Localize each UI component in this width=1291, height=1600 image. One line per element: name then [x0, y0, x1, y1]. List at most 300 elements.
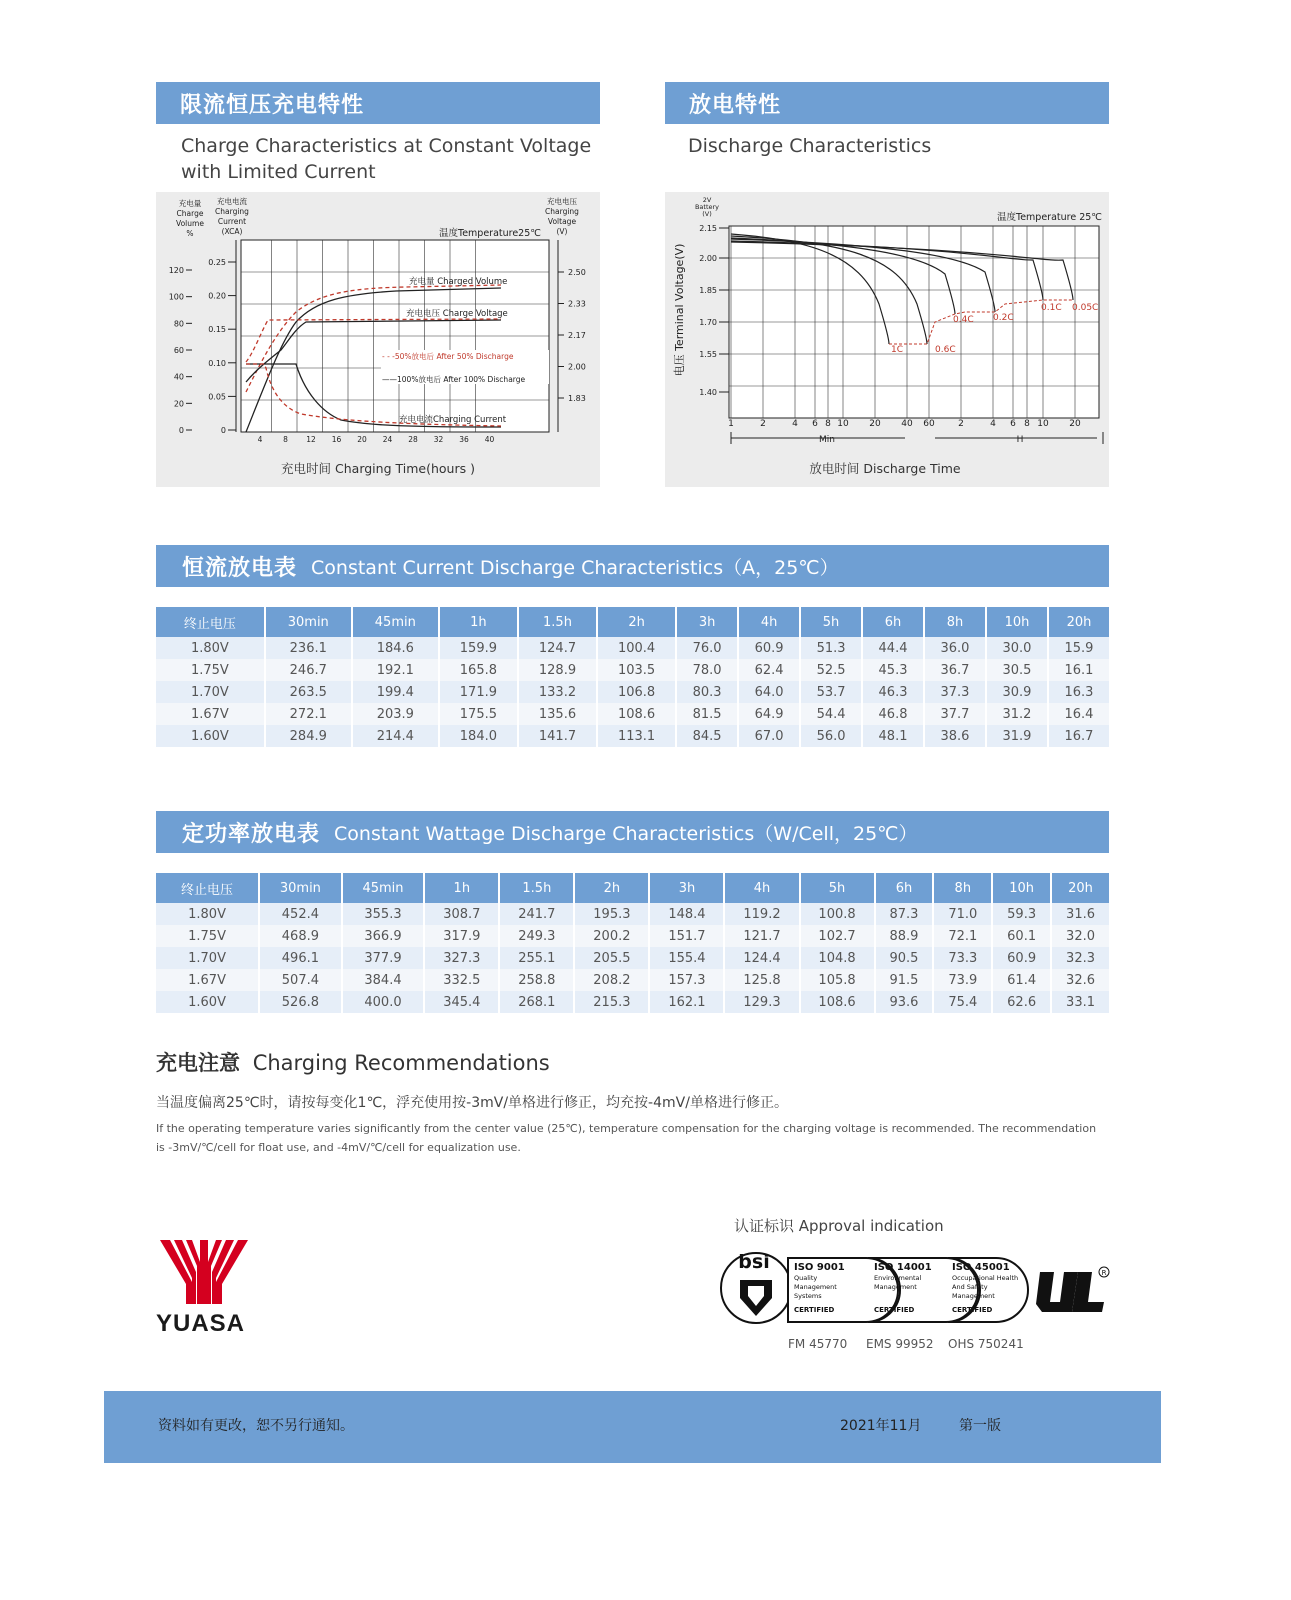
table-cell: 30.0: [987, 637, 1047, 659]
discharge-x-tick-label: 40: [901, 419, 913, 429]
table-cell: 93.6: [876, 991, 933, 1013]
charge-section-header: [156, 82, 600, 124]
table-cell: 51.3: [801, 637, 861, 659]
footer-edition: 第一版: [959, 1418, 1001, 1434]
table-cell: 32.3: [1052, 947, 1109, 969]
axis-label-line: (V): [556, 227, 568, 236]
table-cell: 52.5: [801, 659, 861, 681]
table-cell: 175.5: [440, 703, 517, 725]
table-cell: 60.9: [739, 637, 799, 659]
discharge-x-tick-label: 1: [728, 419, 734, 429]
table-cell: 184.0: [440, 725, 517, 747]
discharge-curve-label: 1C: [891, 345, 904, 355]
discharge-section-header: [665, 82, 1109, 124]
cert-status: CERTIFIED: [874, 1306, 915, 1314]
table-header-cell: 4h: [739, 607, 799, 637]
current-tick-label: 0.15: [208, 325, 226, 335]
table-cell: 1.80V: [156, 903, 258, 925]
table-cell: 205.5: [575, 947, 648, 969]
table-cell: 67.0: [739, 725, 799, 747]
table-header-cell: 5h: [801, 873, 874, 903]
table-header-cell: 1.5h: [500, 873, 573, 903]
table-cell: 61.4: [993, 969, 1050, 991]
cc-table: [154, 607, 1111, 747]
table-header-cell: 30min: [266, 607, 351, 637]
table-cell: 1.60V: [156, 725, 264, 747]
cw-title-cn: 定功率放电表: [182, 821, 321, 847]
discharge-y-ticks: [699, 224, 729, 397]
table-cell: 128.9: [519, 659, 596, 681]
cert-line: Management: [874, 1283, 917, 1291]
cc-table-header: [156, 545, 1109, 587]
table-header-cell: 1h: [440, 607, 517, 637]
label-charge-voltage: 充电电压 Charge Voltage: [406, 309, 508, 319]
table-cell: 16.7: [1049, 725, 1109, 747]
table-cell: 159.9: [440, 637, 517, 659]
discharge-title-cn: 放电特性: [689, 92, 782, 118]
discharge-x-tick-label: 2: [760, 419, 766, 429]
table-header-cell: 10h: [987, 607, 1047, 637]
table-header-cell: 4h: [725, 873, 798, 903]
table-header-cell: 3h: [677, 607, 737, 637]
discharge-y-tick-label: 2.00: [699, 254, 717, 263]
volume-ticks: [169, 266, 192, 435]
cert-status: CERTIFIED: [794, 1306, 835, 1314]
table-cell: 31.2: [987, 703, 1047, 725]
table-cell: 60.1: [993, 925, 1050, 947]
table-cell: 88.9: [876, 925, 933, 947]
charge-x-tick-label: 20: [357, 435, 367, 444]
table-cell: 1.75V: [156, 925, 258, 947]
table-header-cell: 1.5h: [519, 607, 596, 637]
cert-code: OHS 750241: [948, 1337, 1024, 1351]
axis-label-line: Charge: [176, 209, 204, 218]
axis-label-line: Voltage: [547, 217, 577, 226]
cw-title-en: Constant Wattage Discharge Characteristics（W/Cell，25℃）: [334, 822, 918, 845]
table-cell: 384.4: [343, 969, 424, 991]
approval-title: 认证标识 Approval indication: [734, 1217, 944, 1235]
ul-logo-icon: [1034, 1264, 1112, 1316]
y-unit-line: 2V: [702, 196, 712, 204]
axis-label-line: 充电电压: [547, 197, 577, 206]
table-cell: 452.4: [260, 903, 341, 925]
table-cell: 200.2: [575, 925, 648, 947]
discharge-y-tick-label: 2.15: [699, 224, 717, 233]
bsi-certification-badge: [718, 1250, 1030, 1326]
charge-x-tick-label: 36: [459, 435, 469, 444]
charge-x-tick-label: 32: [433, 435, 444, 444]
discharge-x-tick-label: 4: [990, 419, 996, 429]
table-cell: 148.4: [650, 903, 723, 925]
table-cell: 100.4: [598, 637, 675, 659]
discharge-x-tick-label: 20: [869, 419, 881, 429]
axis-label-line: Current: [217, 217, 247, 226]
table-cell: 48.1: [863, 725, 923, 747]
axis-label-line: (XCA): [221, 227, 243, 236]
discharge-x-tick-label: 10: [837, 419, 849, 429]
yuasa-emblem-icon: [156, 1238, 252, 1306]
axis-label-line: Volume: [176, 219, 204, 228]
table-header-cell: 8h: [934, 873, 991, 903]
ul-mark: [1034, 1264, 1112, 1316]
table-cell: 184.6: [353, 637, 438, 659]
discharge-x-tick-label: 6: [812, 419, 818, 429]
table-cell: 62.4: [739, 659, 799, 681]
table-cell: 1.80V: [156, 637, 264, 659]
recommendations-title-en: Charging Recommendations: [252, 1051, 550, 1075]
table-cell: 64.9: [739, 703, 799, 725]
cc-title-en: Constant Current Discharge Characteristics（A，25℃）: [311, 556, 839, 579]
cert-codes: [760, 1337, 1050, 1357]
table-cell: 121.7: [725, 925, 798, 947]
discharge-chart: [665, 192, 1109, 487]
charge-temperature: 温度Temperature25℃: [439, 228, 541, 239]
table-cell: 355.3: [343, 903, 424, 925]
voltage-tick-label: 2.17: [568, 331, 586, 340]
bsi-text: bsi: [738, 1251, 770, 1273]
table-row: [156, 991, 1109, 1013]
table-header-cell: 2h: [575, 873, 648, 903]
volume-tick-label: 120: [168, 266, 184, 275]
footer-notice: 资料如有更改，恕不另行通知。: [158, 1418, 354, 1434]
table-cell: 246.7: [266, 659, 351, 681]
voltage-ticks: [558, 268, 586, 403]
table-cell: 72.1: [934, 925, 991, 947]
table-cell: 46.8: [863, 703, 923, 725]
table-header-cell: 8h: [925, 607, 985, 637]
table-cell: 255.1: [500, 947, 573, 969]
charge-x-tick-label: 4: [257, 435, 263, 444]
discharge-x-tick-label: 2: [958, 419, 964, 429]
footer-date: 2021年11月: [840, 1418, 922, 1434]
table-cell: 71.0: [934, 903, 991, 925]
table-header-cell: 1h: [425, 873, 498, 903]
table-cell: 135.6: [519, 703, 596, 725]
discharge-y-tick-label: 1.85: [699, 286, 717, 295]
charge-x-tick-label: 8: [283, 435, 288, 444]
discharge-title-en: Discharge Characteristics: [688, 135, 932, 157]
charge-chart: [156, 192, 600, 487]
table-header-cell: 3h: [650, 873, 723, 903]
voltage-axis-label: [545, 196, 579, 236]
yuasa-logo: [156, 1238, 252, 1337]
table-cell: 258.8: [500, 969, 573, 991]
table-row: [156, 925, 1109, 947]
table-cell: 141.7: [519, 725, 596, 747]
table-cell: 151.7: [650, 925, 723, 947]
cw-table-header: [156, 811, 1109, 853]
voltage-tick-label: 2.00: [568, 362, 586, 372]
volume-tick-label: 80: [173, 319, 184, 329]
table-row: [156, 703, 1109, 725]
discharge-y-tick-label: 1.40: [699, 388, 717, 397]
discharge-ylabel: 电压 Terminal Voltage(V): [673, 243, 686, 377]
table-cell: 104.8: [801, 947, 874, 969]
table-cell: 125.8: [725, 969, 798, 991]
table-cell: 263.5: [266, 681, 351, 703]
discharge-x-tick-label: 60: [923, 419, 935, 429]
table-cell: 345.4: [425, 991, 498, 1013]
table-cell: 45.3: [863, 659, 923, 681]
yuasa-wordmark: YUASA: [156, 1310, 246, 1337]
table-cell: 157.3: [650, 969, 723, 991]
cert-status: CERTIFIED: [952, 1306, 993, 1314]
table-row: [156, 969, 1109, 991]
table-cell: 215.3: [575, 991, 648, 1013]
table-cell: 236.1: [266, 637, 351, 659]
recommendations-title-cn: 充电注意: [156, 1051, 240, 1075]
table-cell: 37.3: [925, 681, 985, 703]
table-cell: 155.4: [650, 947, 723, 969]
voltage-tick-label: 1.83: [568, 394, 586, 403]
table-cell: 332.5: [425, 969, 498, 991]
discharge-y-unit: [695, 196, 719, 218]
axis-label-line: 充电电流: [217, 197, 247, 206]
table-cell: 16.1: [1049, 659, 1109, 681]
table-cell: 1.67V: [156, 703, 264, 725]
table-cell: 171.9: [440, 681, 517, 703]
table-cell: 468.9: [260, 925, 341, 947]
table-cell: 36.7: [925, 659, 985, 681]
table-cell: 108.6: [598, 703, 675, 725]
table-header-cell: 20h: [1052, 873, 1109, 903]
charge-x-tick-label: 24: [382, 435, 393, 444]
discharge-x-tick-label: 4: [792, 419, 798, 429]
charge-xlabel: 充电时间 Charging Time(hours ): [281, 461, 475, 476]
discharge-x-tick-label: 20: [1069, 419, 1081, 429]
volume-tick-label: 0: [178, 426, 184, 435]
table-cell: 195.3: [575, 903, 648, 925]
table-cell: 76.0: [677, 637, 737, 659]
current-tick-label: 0.25: [208, 258, 226, 267]
table-cell: 214.4: [353, 725, 438, 747]
y-unit-line: Battery: [694, 203, 720, 211]
table-cell: 31.6: [1052, 903, 1109, 925]
table-row: [156, 947, 1109, 969]
charge-x-tick-label: 16: [331, 435, 342, 444]
table-cell: 308.7: [425, 903, 498, 925]
table-row: [156, 681, 1109, 703]
table-cell: 53.7: [801, 681, 861, 703]
table-row: [156, 637, 1109, 659]
table-cell: 162.1: [650, 991, 723, 1013]
discharge-x-ticks: [728, 419, 1081, 429]
table-cell: 38.6: [925, 725, 985, 747]
table-cell: 15.9: [1049, 637, 1109, 659]
charge-title-cn: 限流恒压充电特性: [180, 92, 365, 118]
discharge-x-tick-label: 8: [1024, 419, 1030, 429]
table-cell: 241.7: [500, 903, 573, 925]
table-cell: 317.9: [425, 925, 498, 947]
table-cell: 37.7: [925, 703, 985, 725]
voltage-tick-label: 2.50: [568, 268, 586, 277]
table-cell: 62.6: [993, 991, 1050, 1013]
table-cell: 32.0: [1052, 925, 1109, 947]
table-cell: 84.5: [677, 725, 737, 747]
discharge-curve-label: 0.1C: [1041, 303, 1062, 313]
table-cell: 105.8: [801, 969, 874, 991]
table-cell: 44.4: [863, 637, 923, 659]
table-cell: 199.4: [353, 681, 438, 703]
current-tick-label: 0: [220, 426, 226, 435]
table-cell: 124.4: [725, 947, 798, 969]
charge-title-en: Charge Characteristics at Constant Voltage with Limited Current: [181, 135, 592, 183]
table-cell: 400.0: [343, 991, 424, 1013]
table-cell: 284.9: [266, 725, 351, 747]
cert-line: Systems: [794, 1292, 822, 1300]
axis-label-line: 充电量: [178, 199, 202, 208]
table-cell: 129.3: [725, 991, 798, 1013]
footer-bar: [104, 1391, 1161, 1463]
table-header-cell: 45min: [353, 607, 438, 637]
table-cell: 46.3: [863, 681, 923, 703]
cert-line: Management: [794, 1283, 837, 1291]
axis-label-line: Charging: [215, 207, 249, 216]
table-cell: 36.0: [925, 637, 985, 659]
axis-label-line: Charging: [545, 207, 579, 216]
voltage-tick-label: 2.33: [568, 299, 586, 309]
table-row: [156, 725, 1109, 747]
recommendations-text-en-1: If the operating temperature varies significantly from the center value (25℃), temperature compensation for the charging voltage is recommended. The recommendation: [156, 1122, 1097, 1135]
table-cell: 31.9: [987, 725, 1047, 747]
current-tick-label: 0.20: [208, 291, 226, 301]
table-cell: 1.67V: [156, 969, 258, 991]
table-cell: 16.4: [1049, 703, 1109, 725]
charge-x-tick-label: 28: [408, 435, 418, 444]
legend-after-50: - - -50%放电后 After 50% Discharge: [382, 352, 514, 361]
table-cell: 208.2: [575, 969, 648, 991]
legend-after-100: ——100%放电后 After 100% Discharge: [382, 375, 526, 384]
table-cell: 103.5: [598, 659, 675, 681]
table-cell: 124.7: [519, 637, 596, 659]
table-cell: 100.8: [801, 903, 874, 925]
discharge-h-label: H: [1016, 435, 1024, 445]
table-header-cell: 2h: [598, 607, 675, 637]
table-cell: 102.7: [801, 925, 874, 947]
table-cell: 16.3: [1049, 681, 1109, 703]
current-tick-label: 0.10: [208, 358, 226, 368]
table-cell: 30.9: [987, 681, 1047, 703]
recommendations-text-cn: 当温度偏离25℃时，请按每变化1℃，浮充使用按-3mV/单格进行修正，均充按-4mV/单格进行修正。: [156, 1095, 788, 1111]
axis-label-line: %: [186, 229, 194, 238]
cert-line: Occupational Health: [952, 1274, 1019, 1282]
table-cell: 60.9: [993, 947, 1050, 969]
table-cell: 133.2: [519, 681, 596, 703]
table-header-cell: 6h: [876, 873, 933, 903]
table-cell: 377.9: [343, 947, 424, 969]
table-cell: 106.8: [598, 681, 675, 703]
table-cell: 192.1: [353, 659, 438, 681]
table-cell: 1.70V: [156, 681, 264, 703]
table-header-cell: 6h: [863, 607, 923, 637]
discharge-xlabel: 放电时间 Discharge Time: [809, 461, 961, 476]
discharge-x-tick-label: 10: [1037, 419, 1049, 429]
table-cell: 113.1: [598, 725, 675, 747]
table-cell: 496.1: [260, 947, 341, 969]
table-cell: 78.0: [677, 659, 737, 681]
discharge-x-tick-label: 8: [825, 419, 831, 429]
table-cell: 1.60V: [156, 991, 258, 1013]
label-charging-current: 充电电流Charging Current: [399, 415, 507, 425]
ul-registered-mark: R: [1101, 1269, 1107, 1277]
charge-x-ticks: [258, 435, 495, 444]
table-header-cell: 45min: [343, 873, 424, 903]
volume-tick-label: 40: [173, 372, 184, 382]
cc-title-cn: 恒流放电表: [182, 555, 298, 581]
y-unit-line: (V): [702, 210, 712, 218]
discharge-temperature: 温度Temperature 25℃: [997, 212, 1102, 223]
table-cell: 81.5: [677, 703, 737, 725]
cert-line: Environmental: [874, 1274, 922, 1282]
cert-line: Quality: [794, 1274, 818, 1282]
table-cell: 90.5: [876, 947, 933, 969]
table-header-cell: 5h: [801, 607, 861, 637]
table-cell: 507.4: [260, 969, 341, 991]
discharge-chart-panel: [665, 192, 1109, 487]
table-cell: 80.3: [677, 681, 737, 703]
table-cell: 203.9: [353, 703, 438, 725]
cert-title: ISO 14001: [874, 1262, 932, 1273]
table-cell: 56.0: [801, 725, 861, 747]
table-cell: 73.3: [934, 947, 991, 969]
table-row: [156, 659, 1109, 681]
table-cell: 75.4: [934, 991, 991, 1013]
volume-axis-label: [176, 198, 204, 238]
table-cell: 91.5: [876, 969, 933, 991]
cert-title: ISO 9001: [794, 1262, 845, 1273]
discharge-curve-label: 0.2C: [993, 313, 1014, 323]
table-header-cell: 终止电压: [156, 607, 264, 637]
recommendations-title: [156, 1047, 550, 1077]
cert-code: EMS 99952: [866, 1337, 934, 1351]
cert-line: Management: [952, 1292, 995, 1300]
current-tick-label: 0.05: [208, 392, 226, 402]
label-charged-volume: 充电量 Charged Volume: [409, 277, 508, 287]
table-cell: 33.1: [1052, 991, 1109, 1013]
volume-tick-label: 20: [173, 399, 184, 409]
table-cell: 165.8: [440, 659, 517, 681]
table-header-cell: 终止电压: [156, 873, 258, 903]
table-cell: 108.6: [801, 991, 874, 1013]
table-cell: 30.5: [987, 659, 1047, 681]
discharge-min-label: Min: [819, 435, 835, 445]
volume-tick-label: 100: [168, 292, 184, 302]
current-ticks: [208, 258, 236, 435]
table-cell: 32.6: [1052, 969, 1109, 991]
table-cell: 1.70V: [156, 947, 258, 969]
table-cell: 327.3: [425, 947, 498, 969]
table-cell: 87.3: [876, 903, 933, 925]
table-cell: 119.2: [725, 903, 798, 925]
table-cell: 366.9: [343, 925, 424, 947]
current-axis-label: [215, 196, 249, 236]
table-header-cell: 10h: [993, 873, 1050, 903]
table-cell: 54.4: [801, 703, 861, 725]
discharge-curve-label: 0.4C: [953, 315, 974, 325]
recommendations-text-en-2: is -3mV/℃/cell for float use, and -4mV/℃/cell for equalization use.: [156, 1141, 521, 1154]
table-header-cell: 30min: [260, 873, 341, 903]
table-cell: 272.1: [266, 703, 351, 725]
table-cell: 526.8: [260, 991, 341, 1013]
discharge-y-tick-label: 1.70: [699, 318, 717, 327]
discharge-y-tick-label: 1.55: [699, 350, 717, 359]
cert-title: ISO 45001: [952, 1262, 1010, 1273]
table-header-cell: 20h: [1049, 607, 1109, 637]
volume-tick-label: 60: [173, 346, 184, 355]
table-cell: 1.75V: [156, 659, 264, 681]
table-row: [156, 903, 1109, 925]
charge-x-tick-label: 12: [306, 435, 316, 444]
